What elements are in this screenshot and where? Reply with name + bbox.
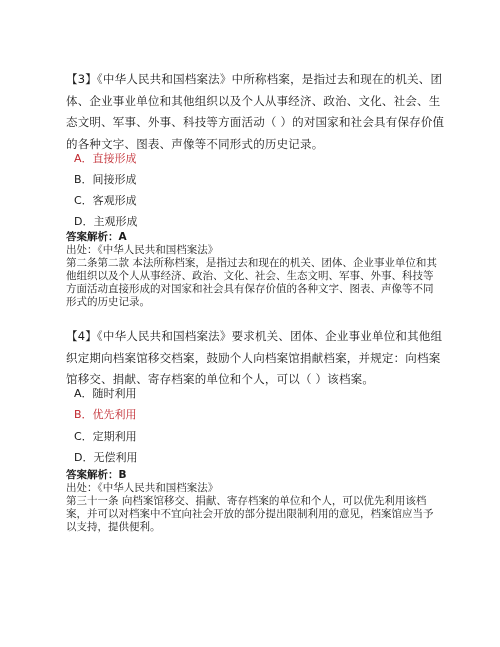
question-4-option-d: D．无偿利用 [74, 451, 138, 464]
answer-key: B [118, 469, 127, 481]
question-4-option-b: B．优先利用 [74, 408, 137, 421]
question-3-option-a: A．直接形成 [74, 152, 137, 165]
answer-label: 答案解析： [66, 469, 119, 481]
question-4-option-c: C．定期利用 [74, 430, 137, 443]
question-4-stem: 【4】《中华人民共和国档案法》要求机关、团体、企业事业单位和其他组织定期向档案馆移交档案，鼓励个人向档案馆捐献档案，并规定：向档案馆移交、捐献、寄存档案的单位和个人，可以（ ）该档案。 [66, 329, 443, 386]
question-4-option-a: A．随时利用 [74, 387, 137, 400]
answer-explanation: 第二条第二款 本法所称档案，是指过去和现在的机关、团体、企业事业单位和其他组织以及个人从事经济、政治、文化、社会、生态文明、军事、外事、科技等方面活动直接形成的对国家和社会具有保存价值的各种文字、图表、声像等不同形式的历史记录。 [66, 257, 437, 308]
answer-source: 出处：《中华人民共和国档案法》 [66, 482, 219, 494]
answer-key: A [118, 231, 127, 243]
question-3-answer [66, 231, 442, 309]
answer-source: 出处：《中华人民共和国档案法》 [66, 244, 219, 256]
question-3-option-d: D．主观形成 [74, 215, 138, 228]
answer-explanation: 第三十一条 向档案馆移交、捐献、寄存档案的单位和个人，可以优先利用该档案，并可以对档案中不宜向社会开放的部分提出限制利用的意见，档案馆应当予以支持，提供便利。 [66, 495, 434, 533]
question-3-option-b: B．间接形成 [74, 173, 137, 186]
question-4-answer [66, 469, 442, 534]
question-3-option-c: C．客观形成 [74, 194, 137, 207]
question-3-stem: 【3】《中华人民共和国档案法》中所称档案，是指过去和现在的机关、团体、企业事业单位和其他组织以及个人从事经济、政治、文化、社会、生态文明、军事、外事、科技等方面活动（ ）的对国家和社会具有保存价值的各种文字、图表、声像等不同形式的历史记录。 [66, 72, 445, 151]
answer-label: 答案解析： [66, 231, 119, 243]
